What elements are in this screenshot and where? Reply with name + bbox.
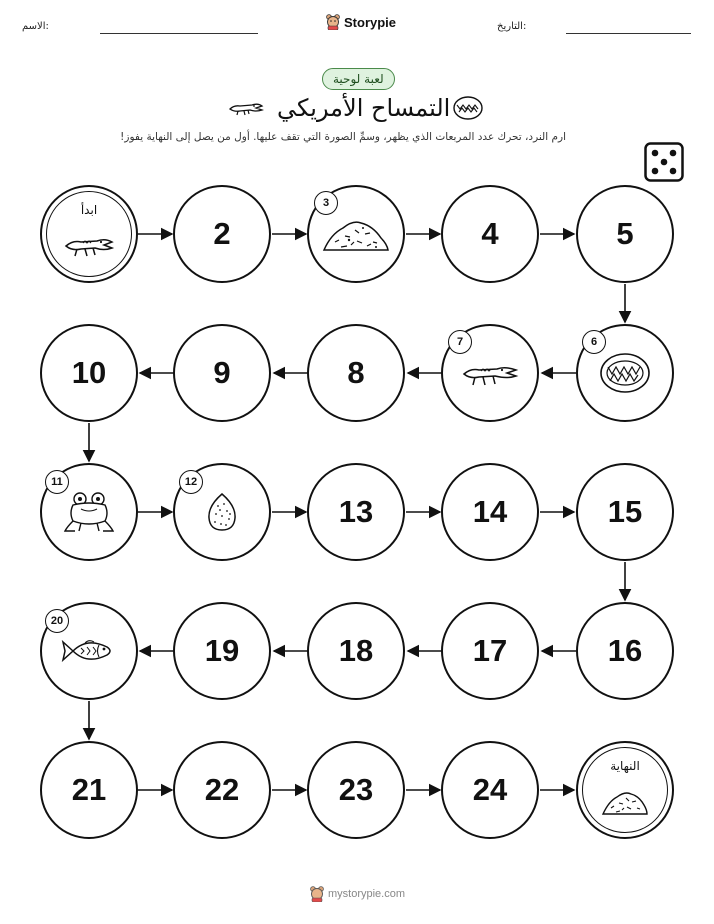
board-square-15 [576, 463, 674, 561]
square-number: 15 [607, 494, 643, 529]
board-square-14 [441, 463, 539, 561]
square-number: 18 [338, 633, 374, 668]
square-number-badge: 20 [45, 609, 69, 633]
square-number-badge: 11 [45, 470, 69, 494]
square-number: 2 [213, 216, 231, 251]
instructions: ارم النرد، تحرك عدد المربعات الذي يظهر، وسمِّ الصورة التي تقف عليها. أول من يصل إلى النهاية يفوز! [120, 131, 566, 143]
jaws-teeth-icon [598, 351, 652, 395]
square-number: 14 [472, 494, 508, 529]
page-title: التمساح الأمريكي [277, 94, 451, 122]
board-square-16 [576, 602, 674, 700]
mound-nest-icon [321, 214, 391, 254]
board-square-21 [40, 741, 138, 839]
board-square-18 [307, 602, 405, 700]
square-number: 5 [616, 216, 634, 251]
board-square-22 [173, 741, 271, 839]
board-square-5 [576, 185, 674, 283]
board-square-8 [307, 324, 405, 422]
board-square-17 [441, 602, 539, 700]
mound-nest-icon [601, 787, 649, 817]
square-number-badge: 3 [314, 191, 338, 215]
name-label: الاسم: [22, 21, 49, 32]
egg-icon [206, 492, 238, 532]
board-square-10 [40, 324, 138, 422]
square-number: 21 [71, 772, 107, 807]
square-number: 17 [472, 633, 508, 668]
square-number: 19 [204, 633, 240, 668]
footer-url[interactable]: mystorypie.com [328, 888, 406, 900]
board-square-19 [173, 602, 271, 700]
square-number: 4 [481, 216, 499, 251]
end-label: النهاية [610, 759, 640, 773]
board-square-9 [173, 324, 271, 422]
square-number: 9 [213, 355, 231, 390]
square-number: 16 [607, 633, 643, 668]
square-number: 13 [338, 494, 374, 529]
fish-icon [61, 635, 117, 667]
board-square-start [40, 185, 138, 283]
square-number-badge: 12 [179, 470, 203, 494]
game-type-badge: لعبة لوحية [322, 68, 395, 90]
square-number: 23 [338, 772, 374, 807]
board-square-24 [441, 741, 539, 839]
start-label: ابدأ [80, 203, 98, 217]
square-number: 22 [204, 772, 240, 807]
brand-name: Storypie [344, 14, 397, 30]
board-square-2 [173, 185, 271, 283]
storypie-bear-logo-icon [310, 886, 324, 902]
frog-icon [63, 489, 115, 535]
square-number-badge: 6 [582, 330, 606, 354]
square-number: 24 [472, 772, 508, 807]
board-square-end [576, 741, 674, 839]
alligator-icon [461, 356, 519, 390]
square-number: 8 [347, 355, 365, 390]
board-square-4 [441, 185, 539, 283]
alligator-icon [63, 228, 115, 260]
board-square-13 [307, 463, 405, 561]
square-number-badge: 7 [448, 330, 472, 354]
board-square-23 [307, 741, 405, 839]
date-label: التاريخ: [497, 21, 527, 32]
square-number: 10 [71, 355, 107, 390]
footer [310, 886, 405, 902]
